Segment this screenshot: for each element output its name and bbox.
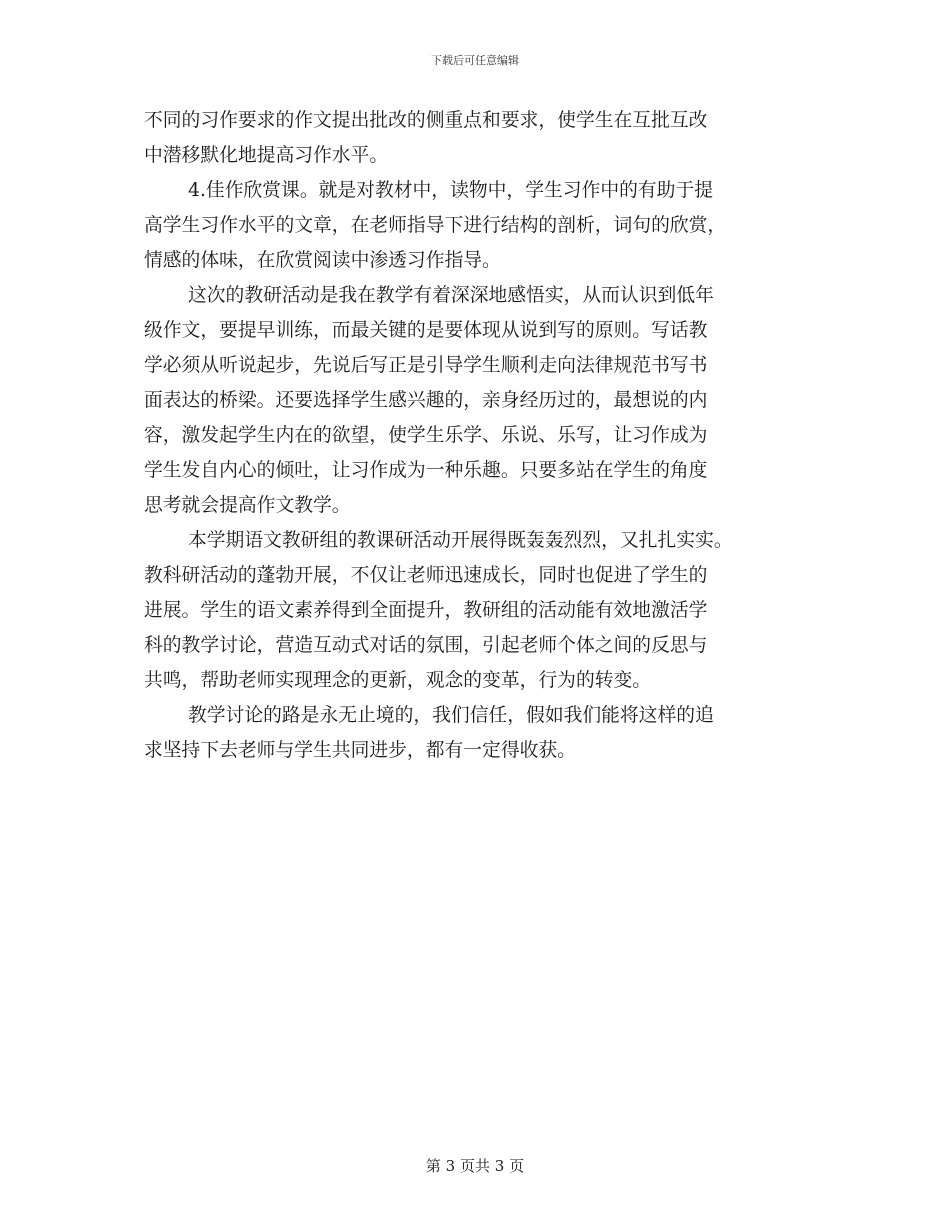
- text-line: 高学生习作水平的文章，在老师指导下进行结构的剖析，词句的欣赏，: [144, 215, 727, 236]
- page-footer: 第 3 页共 3 页: [425, 1157, 525, 1175]
- paragraph-item-4: [144, 173, 812, 278]
- text-line: 容，激发起学生内在的欲望，使学生乐学、乐说、乐写，让习作成为: [144, 425, 708, 446]
- paragraph-conclusion: [144, 698, 812, 768]
- paragraph-continuation: [144, 103, 812, 173]
- paragraph-semester-summary: [144, 523, 812, 698]
- text-line: 学生发自内心的倾吐，让习作成为一种乐趣。只要多站在学生的角度: [144, 460, 708, 481]
- text-line: 共鸣，帮助老师实现理念的更新，观念的变革，行为的转变。: [144, 670, 652, 691]
- text-line: 求坚持下去老师与学生共同进步，都有一定得收获。: [144, 740, 576, 761]
- page-header: 下载后可任意编辑: [431, 54, 519, 67]
- text-line: 思考就会提高作文教学。: [144, 495, 351, 516]
- text-line: 面表达的桥梁。还要选择学生感兴趣的，亲身经历过的，最想说的内: [144, 390, 708, 411]
- text-line: 进展。学生的语文素养得到全面提升，教研组的活动能有效地激活学: [144, 600, 708, 621]
- text-line: 中潜移默化地提高习作水平。: [144, 145, 389, 166]
- text-line: 本学期语文教研组的教课研活动开展得既轰轰烈烈，又扎扎实实。: [188, 530, 733, 551]
- text-line: 4.佳作欣赏课。就是对教材中，读物中，学生习作中的有助于提: [188, 180, 714, 201]
- text-line: 学必须从听说起步，先说后写正是引导学生顺利走向法律规范书写书: [144, 355, 708, 376]
- text-line: 这次的教研活动是我在教学有着深深地感悟实，从而认识到低年: [188, 285, 714, 306]
- text-line: 教学讨论的路是永无止境的，我们信任，假如我们能将这样的追: [188, 705, 714, 726]
- text-line: 教科研活动的蓬勃开展，不仅让老师迅速成长，同时也促进了学生的: [144, 565, 708, 586]
- text-line: 不同的习作要求的作文提出批改的侧重点和要求，使学生在互批互改: [144, 110, 708, 131]
- text-line: 情感的体味，在欣赏阅读中渗透习作指导。: [144, 250, 501, 271]
- text-line: 科的教学讨论，营造互动式对话的氛围，引起老师个体之间的反思与: [144, 635, 708, 656]
- text-line: 级作文，要提早训练，而最关键的是要体现从说到写的原则。写话教: [144, 320, 708, 341]
- document-body: [144, 103, 812, 768]
- paragraph-reflection: [144, 278, 812, 523]
